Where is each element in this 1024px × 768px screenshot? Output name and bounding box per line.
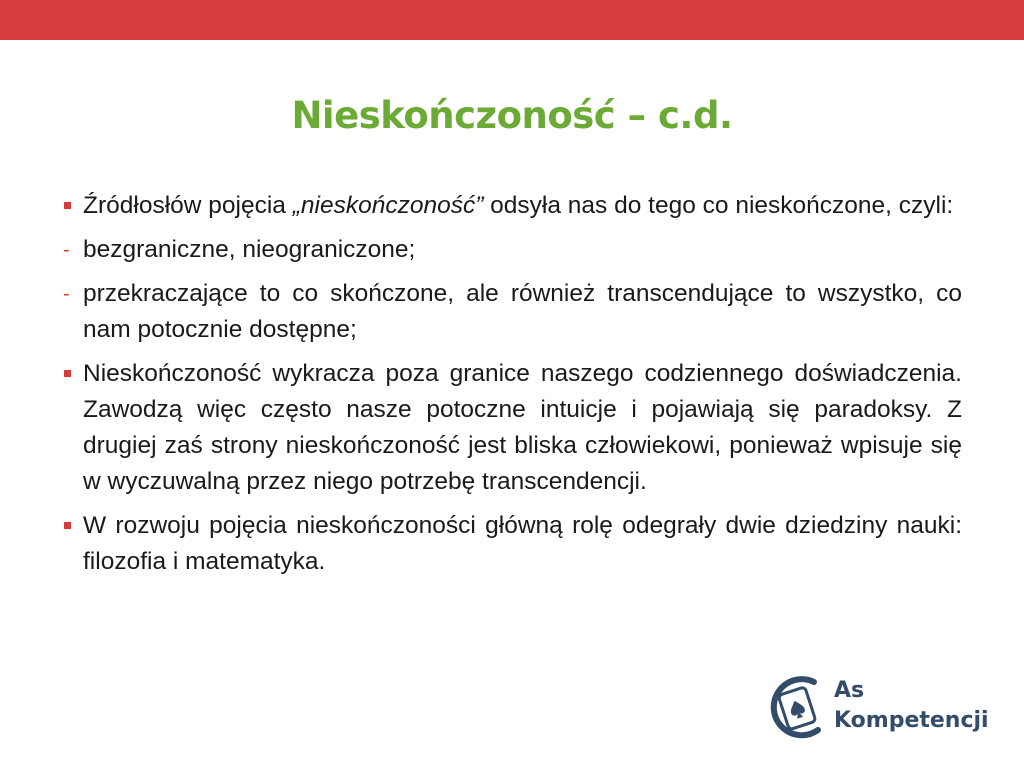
list-item [62,276,962,348]
list-item [62,356,962,500]
as-kompetencji-logo [768,670,998,750]
dash-bullet-icon: - [63,283,70,305]
dash-bullet-icon: - [63,239,70,261]
list-item [62,232,962,268]
item-text: Nieskończoność wykracza poza granice naszego codziennego doświadczenia. Zawodzą więc często nasze potoczne intuicje i pojawiają się paradoksy. Z drugiej zaś strony nieskończoność jest bliska człowiekowi, ponieważ wpisuje się w wyczuwalną przez niego potrzebę transcendencji. [83,360,962,495]
list-item [62,508,962,580]
item-text-emphasis: „nieskończoność” [292,192,484,219]
square-bullet-icon [64,522,71,529]
square-bullet-icon [64,370,71,377]
item-text: bezgraniczne, nieograniczone; [83,236,416,263]
square-bullet-icon [64,202,71,209]
logo-line-2: Kompetencji [834,708,989,733]
top-accent-bar [0,0,1024,40]
item-text-after: odsyła nas do tego co nieskończone, czyli: [483,192,954,219]
logo-line-1: As [834,678,865,703]
item-text: przekraczające to co skończone, ale również transcendujące to wszystko, co nam potocznie dostępne; [83,280,962,343]
item-text-before: Źródłosłów pojęcia [83,192,293,219]
slide-title: Nieskończoność – c.d. [291,94,733,137]
logo-wordmark [834,676,989,736]
list-item [62,188,962,224]
item-text: W rozwoju pojęcia nieskończoności główną rolę odegrały dwie dziedziny nauki: filozofia i matematyka. [83,512,962,575]
bullet-list [62,188,962,588]
spade-card-icon [768,672,832,744]
